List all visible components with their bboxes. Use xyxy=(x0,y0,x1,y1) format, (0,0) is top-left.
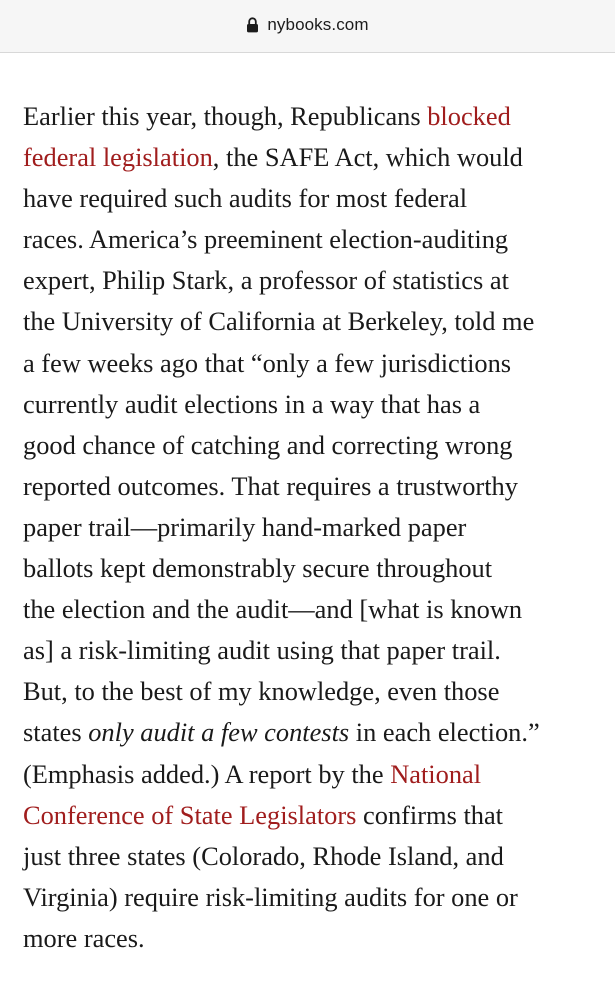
article-text: paper trail—primarily hand-marked paper xyxy=(23,511,467,542)
article-text: expert, Philip Stark, a professor of statistics at xyxy=(23,265,509,296)
article-text: , the SAFE Act, which would xyxy=(212,142,523,173)
article-text: more races. xyxy=(23,922,145,953)
url-text[interactable]: nybooks.com xyxy=(267,15,369,34)
article-text: states xyxy=(23,717,89,748)
article-line xyxy=(23,260,603,301)
article-line xyxy=(23,301,603,342)
article-line xyxy=(23,548,603,589)
article-text: Earlier this year, though, Republicans xyxy=(23,101,428,131)
address-bar-content xyxy=(246,15,368,35)
article-text: (Emphasis added.) A report by the xyxy=(23,758,391,789)
article-link[interactable]: federal legislation xyxy=(23,142,213,173)
article-text: as] a risk-limiting audit using that paper trail. xyxy=(23,635,501,666)
article-line xyxy=(23,877,603,918)
article-text: have required such audits for most federal xyxy=(23,183,468,214)
address-bar[interactable] xyxy=(0,0,615,53)
article-line xyxy=(23,507,603,548)
article-line xyxy=(23,836,603,877)
emphasized-text: only audit a few contests xyxy=(88,717,350,748)
article-text: good chance of catching and correcting wrong xyxy=(23,429,513,460)
article-link[interactable]: blocked xyxy=(427,101,511,131)
article-text: currently audit elections in a way that has a xyxy=(23,388,481,419)
article-text: Virginia) require risk-limiting audits for one or xyxy=(23,881,518,912)
article-paragraph xyxy=(23,96,603,959)
article-text: confirms that xyxy=(356,799,504,830)
article-line xyxy=(23,712,603,753)
lock-icon xyxy=(246,17,259,33)
article-line xyxy=(23,918,603,959)
article-text: in each election.” xyxy=(349,717,540,748)
article-link[interactable]: National xyxy=(390,758,482,789)
article-text: just three states (Colorado, Rhode Island, and xyxy=(23,840,504,871)
article-line xyxy=(23,630,603,671)
article-line xyxy=(23,137,603,178)
article-text: races. America’s preeminent election-auditing xyxy=(23,224,509,255)
article-line xyxy=(23,671,603,712)
article-line xyxy=(23,343,603,384)
article-line xyxy=(23,384,603,425)
article-line xyxy=(23,425,603,466)
article-line xyxy=(23,96,603,137)
article-line xyxy=(23,219,603,260)
article-text: a few weeks ago that “only a few jurisdictions xyxy=(23,347,512,378)
article-text: the University of California at Berkeley, told me xyxy=(23,306,535,337)
article-line xyxy=(23,466,603,507)
article-line xyxy=(23,754,603,795)
article-text: the election and the audit—and [what is known xyxy=(23,594,523,625)
article-line xyxy=(23,795,603,836)
article-text: But, to the best of my knowledge, even those xyxy=(23,676,500,707)
article-link[interactable]: Conference of State Legislators xyxy=(23,799,357,830)
article-text: ballots kept demonstrably secure throughout xyxy=(23,553,493,584)
article-line xyxy=(23,589,603,630)
article-text: reported outcomes. That requires a trustworthy xyxy=(23,470,518,501)
article-line xyxy=(23,178,603,219)
